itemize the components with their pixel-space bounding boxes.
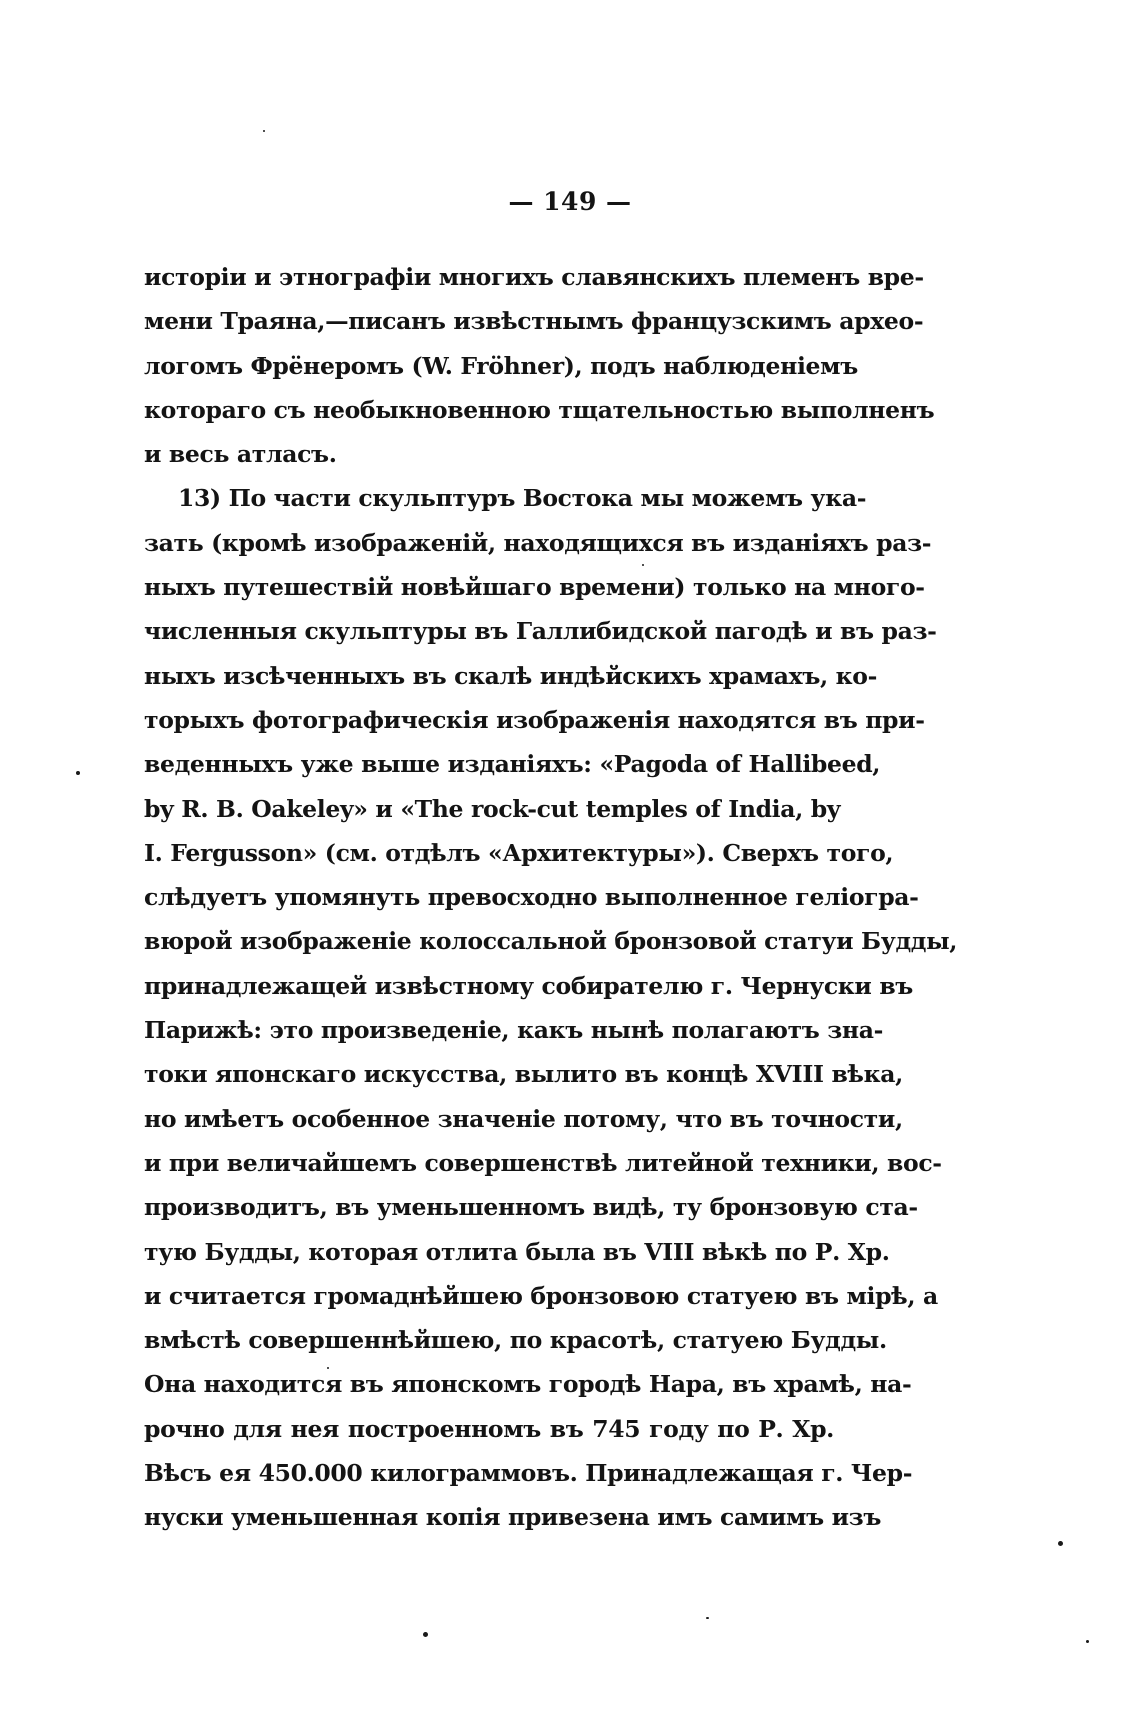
text-line: Парижѣ: это произведеніе, какъ нынѣ полагаютъ зна- [144, 1016, 884, 1045]
text-line: производитъ, въ уменьшенномъ видѣ, ту бронзовую ста- [144, 1193, 918, 1222]
text-line: I. Fergusson» (см. отдѣлъ «Архитектуры»). Сверхъ того, [144, 838, 894, 867]
text-line: и весь атласъ. [144, 440, 337, 469]
text-line: принадлежащей извѣстному собирателю г. Чернуски въ [144, 971, 913, 1000]
text-line: ныхъ путешествій новѣйшаго времени) только на много- [144, 573, 925, 602]
text-line: мени Траяна,—писанъ извѣстнымъ французскимъ архео- [144, 307, 924, 336]
scan-speck [706, 1617, 709, 1619]
scan-speck [642, 564, 644, 566]
scan-speck [1086, 1640, 1089, 1643]
text-line: зать (кромѣ изображеній, находящихся въ изданіяхъ раз- [144, 528, 932, 557]
text-line: вюрой изображеніе колоссальной бронзовой статуи Будды, [144, 927, 958, 956]
text-line: торыхъ фотографическія изображенія находятся въ при- [144, 705, 925, 734]
text-line: веденныхъ уже выше изданіяхъ: «Pagoda of Hallibeed, [144, 750, 881, 779]
text-line: но имѣетъ особенное значеніе потому, что въ точности, [144, 1104, 903, 1133]
text-line: by R. B. Oakeley» и «The rock-cut temples of India, by [144, 794, 841, 823]
text-line: слѣдуетъ упомянуть превосходно выполненное геліогра- [144, 883, 919, 912]
body-text [144, 255, 958, 1540]
scan-speck [76, 771, 80, 775]
text-line: рочно для нея построенномъ въ 745 году по Р. Хр. [144, 1414, 834, 1443]
text-line: и считается громаднѣйшею бронзовою статуею въ мірѣ, а [144, 1281, 938, 1310]
text-line: токи японскаго искусства, вылито въ концѣ XVIII вѣка, [144, 1060, 903, 1089]
text-line: котораго съ необыкновенною тщательностью выполненъ [144, 395, 935, 424]
text-line: нуски уменьшенная копія привезена имъ самимъ изъ [144, 1503, 881, 1532]
page-number: — 149 — [508, 187, 632, 216]
scan-speck [423, 1632, 428, 1637]
text-line: исторіи и этнографіи многихъ славянскихъ племенъ вре- [144, 263, 924, 291]
text-line: численныя скульптуры въ Галлибидской пагодѣ и въ раз- [144, 617, 937, 646]
paragraph-start-line: 13) По части скульптуръ Востока мы можемъ ука- [178, 484, 867, 513]
text-line: вмѣстѣ совершеннѣйшею, по красотѣ, статуею Будды. [144, 1326, 887, 1355]
text-line: и при величайшемъ совершенствѣ литейной техники, вос- [144, 1148, 942, 1177]
text-line: логомъ Фрёнеромъ (W. Fröhner), подъ наблюденіемъ [144, 351, 858, 380]
text-line: Вѣсъ ея 450.000 килограммовъ. Принадлежащая г. Чер- [144, 1459, 913, 1488]
text-line: тую Будды, которая отлита была въ VIII вѣкѣ по Р. Хр. [144, 1237, 890, 1266]
scan-speck [327, 1367, 329, 1369]
scan-speck [1058, 1541, 1063, 1546]
scan-speck [263, 130, 265, 132]
text-line: Она находится въ японскомъ городѣ Нара, въ храмѣ, на- [144, 1370, 912, 1399]
text-line: ныхъ изсѣченныхъ въ скалѣ индѣйскихъ храмахъ, ко- [144, 661, 878, 690]
